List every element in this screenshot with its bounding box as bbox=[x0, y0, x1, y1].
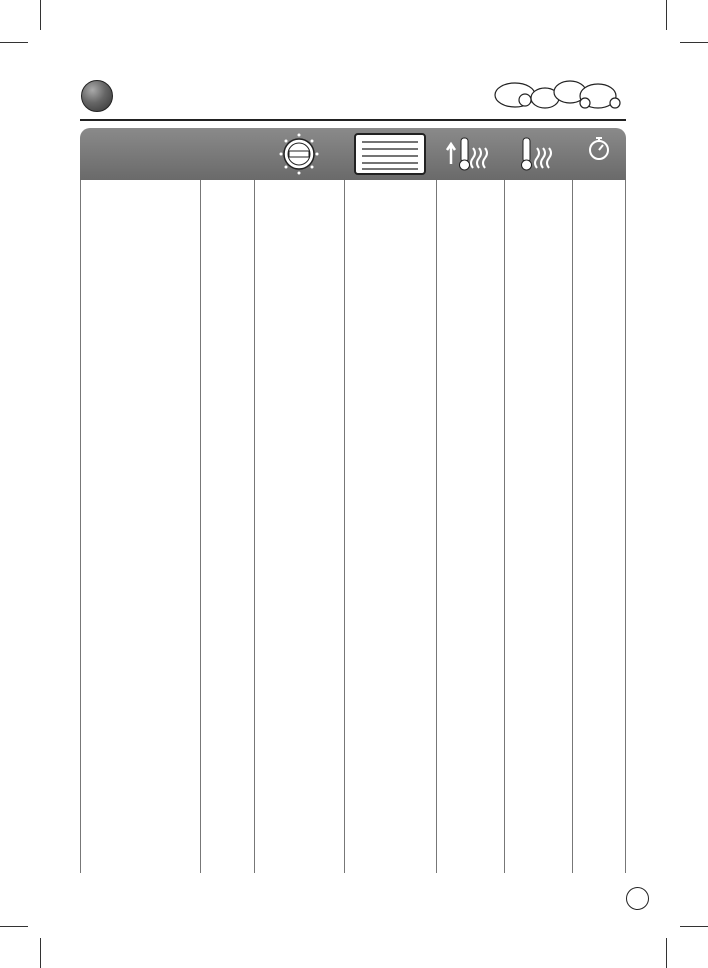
section-badge-icon bbox=[81, 80, 113, 112]
preheat-thermometer-icon bbox=[436, 128, 504, 180]
oven-mode-dial-icon bbox=[254, 128, 344, 180]
cooking-table bbox=[80, 128, 626, 873]
food-illustration-icon bbox=[490, 70, 630, 115]
page-number-circle bbox=[626, 887, 649, 910]
oven-shelf-positions-icon bbox=[344, 128, 436, 180]
title-rule bbox=[80, 119, 626, 121]
stopwatch-icon bbox=[572, 128, 626, 180]
table-header bbox=[80, 128, 626, 180]
temperature-thermometer-icon bbox=[504, 128, 572, 180]
